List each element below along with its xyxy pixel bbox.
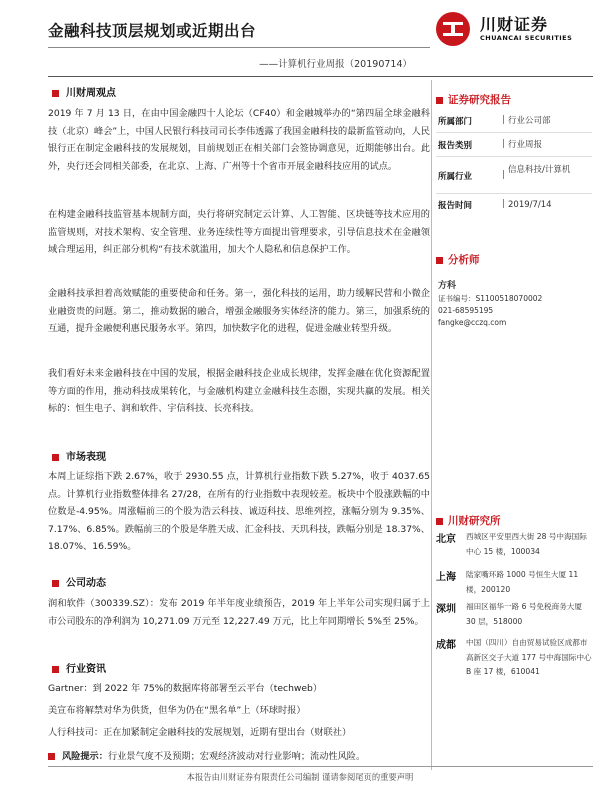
- risk-text: 行业景气度不及预期；宏观经济波动对行业影响；流动性风险。: [107, 751, 366, 762]
- section-heading-market: 市场表现: [52, 448, 106, 463]
- bullet-square-icon: [52, 580, 59, 587]
- analyst-phone: 021-68595195: [438, 306, 494, 315]
- bullet-square-icon: [52, 90, 59, 97]
- logo-text-en: CHUANCAI SECURITIES: [480, 34, 573, 42]
- institute-heading: 川财研究所: [436, 513, 501, 528]
- section-heading-view: 川财周观点: [52, 84, 116, 99]
- section-heading-company: 公司动态: [52, 574, 106, 589]
- risk-notice: [48, 748, 430, 766]
- analyst-heading: 分析师: [436, 252, 480, 267]
- info-divider: [436, 156, 592, 157]
- market-paragraph: 本周上证综指下跌 2.67%，收于 2930.55 点，计算机行业指数下跌 5.27%，收于 4037.65 点。计算机行业指数整体排名 27/28，在所有的行业指数中表现较差。板块中个股涨跌幅的中位数是-4.95%。周涨幅前三的个股为浩云科技、诚迈科技、思维列控，涨幅分别为 9.35%、7.17%、6.85%。跌幅前三的个股是华胜天成、汇金科技、天玑科技，跌幅分别是 18.37%、18.07%、16.59%。: [48, 471, 430, 553]
- risk-label: 风险提示：: [62, 751, 108, 762]
- column-divider: [431, 80, 432, 770]
- view-paragraph-3: 金融科技承担着高效赋能的重要使命和任务。第一，强化科技的运用，助力缓解民营和小微企业融资贵的问题。第二，推动数据的融合，增强金融服务实体经济的能力。第三，加强系统的互通，提升金融便利惠民服务水平。第四，加快数字化的进程，促进金融业转型升级。: [48, 288, 430, 335]
- view-paragraph-2: 在构建金融科技监管基本规制方面，央行将研究制定云计算、人工智能、区块链等技术应用的监管规则，对技术架构、安全管理、业务连续性等方面提出管理要求，引导信息技术在金融领域合理运用，纠正部分机构“有技术就滥用，加大个人隐私和信息保护工作。: [48, 209, 430, 256]
- view-paragraph-1: 2019 年 7 月 13 日，在由中国金融四十人论坛（CF40）和金融城举办的“第四届全球金融科技（北京）峰会”上，中国人民银行科技司司长李伟透露了我国金融科技的最新监管动向，人民银行正在制定金融科技的发展规划，目前规划正在相关部门会签协调意见，近期能够出台。此外，央行还会同相关部委，在北京、上海、广州等十个省市开展金融科技应用的试点。: [48, 108, 430, 172]
- company-logo: [436, 10, 596, 52]
- info-divider: [436, 193, 592, 194]
- bullet-square-icon: [52, 666, 59, 673]
- analyst-email[interactable]: fangke@cczq.com: [438, 318, 507, 327]
- bullet-square-icon: [52, 454, 59, 461]
- bullet-square-icon: [48, 753, 55, 760]
- info-divider: [436, 132, 592, 133]
- news-item-3: 人行科技司：正在加紧制定金融科技的发展规划，近期有望出台（财联社）: [48, 727, 352, 738]
- logo-text-cn: 川财证券: [480, 15, 549, 34]
- company-paragraph: 润和软件（300339.SZ）：发布 2019 年半年度业绩预告，2019 年上半年公司实现归属于上市公司股东的净利润为 10,271.09 万元至 12,227.49 万元，比上年同期增长 5%至 25%。: [48, 598, 430, 627]
- page-subtitle: ——计算机行业周报（20190714）: [259, 59, 412, 70]
- header-divider: [48, 47, 430, 48]
- footer-disclaimer: 本报告由川财证券有限责任公司编制 谨请参阅尾页的重要声明: [186, 772, 414, 782]
- logo-mark-icon: [436, 12, 470, 46]
- bullet-square-icon: [436, 518, 443, 525]
- header-rule: [48, 76, 593, 77]
- news-item-2: 美宣布将解禁对华为供货，但华为仍在“黑名单”上（环球时报）: [48, 705, 306, 716]
- bullet-square-icon: [436, 257, 443, 264]
- analyst-name: 方科: [438, 281, 457, 291]
- bullet-square-icon: [436, 97, 443, 104]
- view-paragraph-4: 我们看好未来金融科技在中国的发展，根据金融科技企业成长规律，发挥金融在优化资源配置等方面的作用，推动科技成果转化，与金融机构建立金融科技生态圈，实现共赢的发展。相关标的：恒生电子、润和软件、宇信科技、长亮科技。: [48, 368, 430, 415]
- report-heading: 证券研究报告: [436, 92, 511, 107]
- footer-divider: [48, 766, 593, 767]
- analyst-cert: 证书编号：S1100518070002: [438, 294, 543, 303]
- page-title: 金融科技顶层规划或近期出台: [48, 22, 257, 40]
- section-heading-industry: 行业资讯: [52, 660, 106, 675]
- news-item-1: Gartner：到 2022 年 75%的数据库将部署至云平台（techweb）: [48, 683, 323, 694]
